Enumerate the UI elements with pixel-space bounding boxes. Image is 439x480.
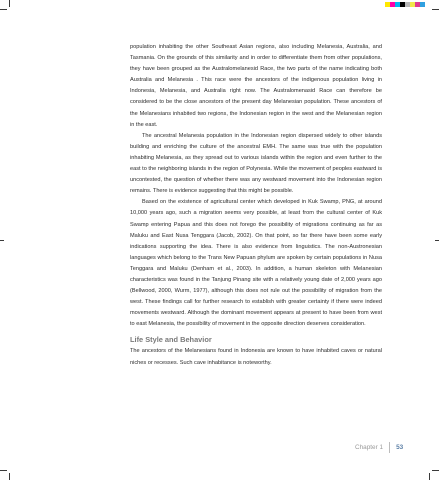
- section-paragraph: The ancestors of the Melanesians found in Indonesia are known to have inhabited caves or natural niches or recesses. Such cave inhabitance is noteworthy.: [130, 348, 382, 366]
- body-paragraph: Based on the existence of agricultural center which developed in Kuk Swamp, PNG, at around 10,000 years ago, such a migration seems very possible, at least from the cultural center of Kuk Swamp entering Papua and this does not forego the possibility of migrations continuing as far as Maluku and East Nusa Tenggara (Jacob, 2002). On that point, so far there have been some early indications supporting the idea. There is also evidence from linguistics. The non-Austronesian languages which belong to the Trans New Papuan phylum are spoken by certain populations in Nusa Tenggara and Maluku (Denham et al., 2003). In addition, a human skeleton with Melanesian characteristics was found in the Tanjung Pinang site with a relatively young date of 2,000 years ago (Bellwood, 2000, Wurm, 1977), although this does not rule out the possibility of migration from the west. These findings call for further research to establish with greater certainty if there were indeed movements westward. Although the dominant movement appears at present to have been from west to east Melanesia, the possibility of movement in the opposite direction deserves consideration.: [130, 199, 382, 328]
- footer-divider: [389, 442, 390, 453]
- registration-tick: [0, 240, 4, 241]
- crop-mark: [0, 9, 7, 10]
- section-heading: Life Style and Behavior: [130, 335, 212, 345]
- crop-mark: [0, 470, 7, 471]
- chapter-label: Chapter 1: [355, 444, 384, 451]
- crop-mark: [432, 470, 439, 471]
- page-body: [130, 42, 382, 369]
- crop-mark: [9, 473, 10, 480]
- crop-mark: [429, 473, 430, 480]
- page-footer: [355, 442, 403, 453]
- registration-tick: [435, 240, 439, 241]
- body-paragraph: population inhabiting the other Southeast Asian regions, also including Melanesia, Australia, and Tasmania. On the grounds of this similarity and in order to differentiate them from other populations, they have been grouped as the Australomelanesid Race, the two parts of the name indicating both Australia and Melanesia . This race were the ancestors of the indigenous population living in Indonesia, Melanesia, and Australia right now. The Australomenasid Race can therefore be considered to be the close ancestors of the present day Melanesian population. These ancestors of the Melanesians inhabited two regions, the Indonesian region in the west and the Melanesian region in the east.: [130, 44, 382, 128]
- crop-mark: [9, 0, 10, 7]
- color-swatch: [420, 2, 425, 7]
- body-paragraph: The ancestral Melanesia population in the Indonesian region dispersed widely to other islands building and enriching the culture of the ancestral EMH. The same was true with the population inhabiting Melanesia, as they spread out to various islands within the region and even further to the east to the neighboring islands in the region of Polynesia. While the movement of peoples eastward is uncontested, the question of whether there was any westward movement into the Indonesian region remains. There is evidence suggesting that this might be possible.: [130, 132, 382, 195]
- page-number: 53: [396, 444, 404, 451]
- crop-mark: [432, 9, 439, 10]
- color-bar: [385, 2, 425, 7]
